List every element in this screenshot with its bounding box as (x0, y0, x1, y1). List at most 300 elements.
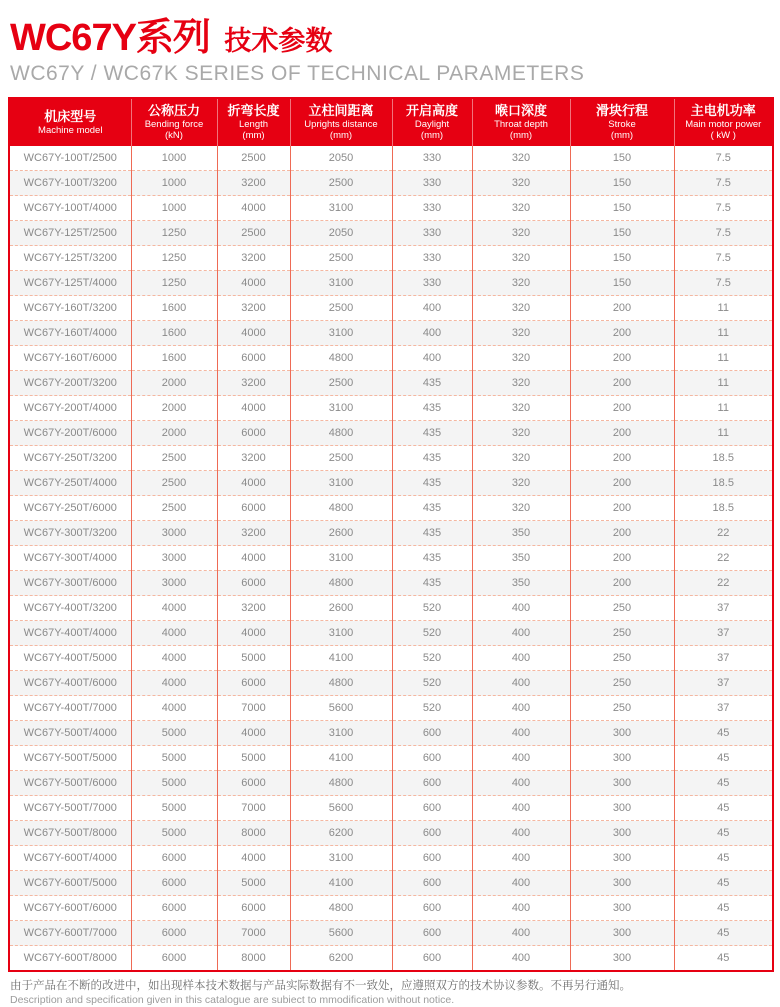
table-row (9, 196, 773, 221)
table-row (9, 771, 773, 796)
column-label-zh: 机床型号 (44, 108, 97, 124)
cell-value: 5000 (131, 771, 217, 796)
cell-model: WC67Y-200T/3200 (9, 371, 131, 396)
cell-value: 11 (674, 371, 773, 396)
cell-model: WC67Y-400T/5000 (9, 646, 131, 671)
cell-value: 320 (472, 246, 570, 271)
cell-value: 400 (392, 321, 472, 346)
table-row (9, 896, 773, 921)
column-header-1 (131, 98, 217, 146)
cell-value: 150 (570, 246, 674, 271)
cell-value: 6200 (290, 946, 392, 972)
cell-value: 6000 (131, 896, 217, 921)
cell-value: 18.5 (674, 471, 773, 496)
cell-value: 400 (392, 346, 472, 371)
cell-value: 1250 (131, 246, 217, 271)
table-row (9, 846, 773, 871)
cell-value: 11 (674, 296, 773, 321)
table-row (9, 421, 773, 446)
cell-value: 200 (570, 571, 674, 596)
cell-value: 330 (392, 246, 472, 271)
cell-value: 200 (570, 471, 674, 496)
table-row (9, 746, 773, 771)
cell-value: 3000 (131, 546, 217, 571)
cell-model: WC67Y-125T/4000 (9, 271, 131, 296)
cell-value: 6000 (131, 946, 217, 972)
cell-value: 1000 (131, 196, 217, 221)
cell-value: 320 (472, 321, 570, 346)
cell-value: 45 (674, 821, 773, 846)
cell-value: 45 (674, 896, 773, 921)
cell-value: 11 (674, 346, 773, 371)
cell-value: 300 (570, 796, 674, 821)
cell-value: 7000 (217, 921, 290, 946)
table-body (9, 146, 773, 971)
cell-value: 7.5 (674, 196, 773, 221)
cell-value: 4000 (217, 546, 290, 571)
cell-value: 3100 (290, 721, 392, 746)
cell-value: 200 (570, 421, 674, 446)
cell-value: 250 (570, 646, 674, 671)
cell-value: 300 (570, 821, 674, 846)
cell-value: 320 (472, 371, 570, 396)
page-title-suffix: 技术参数 (224, 26, 333, 56)
column-unit: (mm) (420, 130, 444, 141)
cell-value: 300 (570, 771, 674, 796)
cell-value: 320 (472, 271, 570, 296)
table-row (9, 921, 773, 946)
table-row (9, 871, 773, 896)
cell-value: 4800 (290, 571, 392, 596)
cell-value: 6000 (217, 496, 290, 521)
cell-value: 320 (472, 496, 570, 521)
cell-value: 22 (674, 571, 773, 596)
cell-value: 300 (570, 946, 674, 972)
cell-value: 400 (472, 771, 570, 796)
table-row (9, 496, 773, 521)
cell-value: 600 (392, 746, 472, 771)
cell-value: 7000 (217, 796, 290, 821)
cell-value: 6000 (217, 771, 290, 796)
cell-value: 2600 (290, 521, 392, 546)
column-unit: (mm) (242, 130, 265, 141)
cell-value: 6000 (217, 571, 290, 596)
cell-value: 1000 (131, 146, 217, 171)
cell-value: 300 (570, 921, 674, 946)
cell-model: WC67Y-400T/7000 (9, 696, 131, 721)
cell-value: 3200 (217, 371, 290, 396)
cell-value: 435 (392, 371, 472, 396)
cell-value: 400 (472, 596, 570, 621)
cell-value: 300 (570, 721, 674, 746)
column-unit: (mm) (610, 130, 634, 141)
cell-value: 7.5 (674, 221, 773, 246)
cell-value: 320 (472, 221, 570, 246)
cell-value: 2000 (131, 396, 217, 421)
cell-value: 400 (392, 296, 472, 321)
cell-value: 3200 (217, 446, 290, 471)
cell-model: WC67Y-300T/3200 (9, 521, 131, 546)
cell-model: WC67Y-400T/3200 (9, 596, 131, 621)
cell-value: 4000 (131, 671, 217, 696)
cell-value: 6000 (217, 671, 290, 696)
cell-value: 4000 (217, 621, 290, 646)
cell-value: 1600 (131, 346, 217, 371)
page-title: WC67Y系列 (10, 17, 210, 59)
cell-value: 18.5 (674, 446, 773, 471)
cell-value: 2050 (290, 221, 392, 246)
cell-value: 6000 (217, 421, 290, 446)
table-row (9, 471, 773, 496)
cell-model: WC67Y-600T/6000 (9, 896, 131, 921)
cell-value: 3100 (290, 396, 392, 421)
cell-value: 7000 (217, 696, 290, 721)
cell-value: 7.5 (674, 146, 773, 171)
cell-value: 400 (472, 671, 570, 696)
table-row (9, 521, 773, 546)
cell-value: 2500 (217, 146, 290, 171)
cell-value: 400 (472, 921, 570, 946)
cell-value: 4000 (217, 321, 290, 346)
cell-value: 600 (392, 921, 472, 946)
cell-value: 150 (570, 146, 674, 171)
disclaimer-zh: 由于产品在不断的改进中，如出现样本技术数据与产品实际数据有不一致处，应遵照双方的技术协议参数。不再另行通知。 (10, 980, 631, 992)
cell-value: 2500 (131, 446, 217, 471)
cell-value: 300 (570, 896, 674, 921)
cell-model: WC67Y-160T/6000 (9, 346, 131, 371)
table-row (9, 696, 773, 721)
column-header-7 (674, 98, 773, 146)
cell-model: WC67Y-100T/4000 (9, 196, 131, 221)
table-header (9, 98, 773, 146)
cell-model: WC67Y-300T/6000 (9, 571, 131, 596)
cell-value: 5000 (217, 746, 290, 771)
cell-value: 4000 (217, 396, 290, 421)
column-label-zh: 喉口深度 (494, 103, 547, 118)
cell-value: 3100 (290, 196, 392, 221)
column-header-3 (290, 98, 392, 146)
table-row (9, 721, 773, 746)
cell-value: 600 (392, 796, 472, 821)
cell-value: 3200 (217, 521, 290, 546)
column-header-2 (217, 98, 290, 146)
cell-value: 2000 (131, 421, 217, 446)
cell-model: WC67Y-300T/4000 (9, 546, 131, 571)
cell-model: WC67Y-500T/8000 (9, 821, 131, 846)
cell-value: 4800 (290, 771, 392, 796)
column-label-zh: 立柱间距离 (308, 103, 374, 118)
cell-value: 4000 (131, 646, 217, 671)
cell-value: 600 (392, 771, 472, 796)
cell-model: WC67Y-100T/2500 (9, 146, 131, 171)
cell-value: 8000 (217, 946, 290, 972)
cell-value: 2500 (131, 471, 217, 496)
cell-model: WC67Y-600T/5000 (9, 871, 131, 896)
cell-value: 3100 (290, 471, 392, 496)
cell-value: 6000 (131, 921, 217, 946)
cell-value: 600 (392, 846, 472, 871)
cell-value: 6000 (217, 346, 290, 371)
cell-value: 4100 (290, 746, 392, 771)
cell-value: 600 (392, 871, 472, 896)
cell-model: WC67Y-250T/6000 (9, 496, 131, 521)
cell-value: 600 (392, 946, 472, 972)
cell-value: 6200 (290, 821, 392, 846)
cell-value: 37 (674, 621, 773, 646)
cell-value: 300 (570, 846, 674, 871)
cell-model: WC67Y-125T/3200 (9, 246, 131, 271)
cell-value: 2500 (290, 371, 392, 396)
column-label-en: Main motor power (685, 119, 762, 130)
cell-value: 4800 (290, 346, 392, 371)
cell-value: 37 (674, 596, 773, 621)
cell-model: WC67Y-125T/2500 (9, 221, 131, 246)
cell-value: 400 (472, 946, 570, 972)
cell-value: 300 (570, 746, 674, 771)
cell-value: 4100 (290, 646, 392, 671)
cell-value: 400 (472, 696, 570, 721)
cell-model: WC67Y-500T/4000 (9, 721, 131, 746)
cell-value: 4000 (131, 696, 217, 721)
cell-value: 2000 (131, 371, 217, 396)
cell-value: 200 (570, 321, 674, 346)
column-label-en: Uprights distance (304, 119, 378, 130)
table-row (9, 346, 773, 371)
cell-value: 330 (392, 271, 472, 296)
column-unit: (mm) (509, 130, 533, 141)
table-row (9, 596, 773, 621)
cell-value: 250 (570, 621, 674, 646)
cell-model: WC67Y-160T/4000 (9, 321, 131, 346)
cell-model: WC67Y-250T/3200 (9, 446, 131, 471)
column-label-en: Daylight (414, 119, 450, 130)
table-row (9, 796, 773, 821)
cell-value: 400 (472, 896, 570, 921)
cell-value: 400 (472, 846, 570, 871)
cell-value: 45 (674, 721, 773, 746)
cell-value: 45 (674, 796, 773, 821)
table-row (9, 571, 773, 596)
cell-value: 250 (570, 596, 674, 621)
cell-value: 1600 (131, 296, 217, 321)
page-footer (10, 979, 772, 1007)
cell-value: 37 (674, 671, 773, 696)
cell-value: 200 (570, 371, 674, 396)
cell-value: 11 (674, 421, 773, 446)
cell-value: 520 (392, 596, 472, 621)
cell-value: 320 (472, 396, 570, 421)
cell-model: WC67Y-250T/4000 (9, 471, 131, 496)
column-label-en: Stroke (608, 119, 636, 130)
cell-value: 200 (570, 346, 674, 371)
cell-value: 1250 (131, 221, 217, 246)
cell-value: 5000 (217, 646, 290, 671)
cell-value: 330 (392, 146, 472, 171)
cell-value: 5600 (290, 796, 392, 821)
column-label-zh: 公称压力 (147, 103, 200, 118)
cell-value: 435 (392, 521, 472, 546)
cell-value: 435 (392, 396, 472, 421)
column-header-5 (472, 98, 570, 146)
cell-value: 7.5 (674, 246, 773, 271)
cell-value: 4800 (290, 496, 392, 521)
cell-value: 435 (392, 546, 472, 571)
cell-value: 2050 (290, 146, 392, 171)
cell-value: 320 (472, 421, 570, 446)
table-row (9, 321, 773, 346)
cell-value: 5000 (131, 821, 217, 846)
cell-value: 37 (674, 646, 773, 671)
cell-value: 435 (392, 446, 472, 471)
table-row (9, 146, 773, 171)
cell-value: 1600 (131, 321, 217, 346)
cell-model: WC67Y-500T/7000 (9, 796, 131, 821)
column-header-0 (9, 98, 131, 146)
cell-value: 6000 (217, 896, 290, 921)
cell-value: 400 (472, 621, 570, 646)
table-row (9, 271, 773, 296)
cell-model: WC67Y-160T/3200 (9, 296, 131, 321)
cell-value: 3200 (217, 596, 290, 621)
cell-value: 45 (674, 946, 773, 972)
table-row (9, 946, 773, 972)
cell-value: 320 (472, 446, 570, 471)
cell-model: WC67Y-600T/8000 (9, 946, 131, 972)
cell-value: 435 (392, 496, 472, 521)
cell-value: 11 (674, 396, 773, 421)
cell-value: 18.5 (674, 496, 773, 521)
cell-value: 400 (472, 721, 570, 746)
cell-value: 600 (392, 821, 472, 846)
cell-value: 2500 (217, 221, 290, 246)
cell-value: 3200 (217, 296, 290, 321)
cell-value: 1000 (131, 171, 217, 196)
cell-value: 150 (570, 221, 674, 246)
page-header (10, 6, 772, 61)
cell-value: 200 (570, 296, 674, 321)
cell-value: 4000 (217, 721, 290, 746)
parameters-table (8, 97, 774, 972)
cell-value: 250 (570, 696, 674, 721)
cell-value: 150 (570, 171, 674, 196)
cell-value: 7.5 (674, 271, 773, 296)
cell-value: 4000 (217, 846, 290, 871)
cell-value: 4800 (290, 896, 392, 921)
cell-value: 22 (674, 546, 773, 571)
cell-value: 45 (674, 771, 773, 796)
cell-value: 520 (392, 671, 472, 696)
cell-value: 2500 (290, 246, 392, 271)
cell-model: WC67Y-600T/4000 (9, 846, 131, 871)
cell-value: 200 (570, 546, 674, 571)
cell-value: 3100 (290, 271, 392, 296)
table-row (9, 296, 773, 321)
cell-value: 11 (674, 321, 773, 346)
table-row (9, 646, 773, 671)
cell-value: 600 (392, 721, 472, 746)
column-unit: ( kW ) (710, 130, 736, 141)
cell-value: 3100 (290, 321, 392, 346)
cell-value: 400 (472, 746, 570, 771)
column-unit: (kN) (165, 130, 183, 141)
cell-value: 320 (472, 346, 570, 371)
cell-model: WC67Y-200T/4000 (9, 396, 131, 421)
cell-value: 350 (472, 546, 570, 571)
cell-value: 2500 (290, 446, 392, 471)
cell-value: 4000 (217, 471, 290, 496)
cell-value: 320 (472, 471, 570, 496)
cell-value: 5000 (131, 721, 217, 746)
cell-value: 200 (570, 446, 674, 471)
column-label-zh: 主电机功率 (690, 103, 756, 118)
cell-value: 350 (472, 521, 570, 546)
cell-value: 400 (472, 796, 570, 821)
cell-value: 520 (392, 621, 472, 646)
table-row (9, 171, 773, 196)
column-label-en: Machine model (38, 124, 103, 136)
cell-value: 350 (472, 571, 570, 596)
header-row (9, 98, 773, 146)
column-label-zh: 滑块行程 (595, 103, 648, 118)
cell-value: 37 (674, 696, 773, 721)
cell-value: 3100 (290, 846, 392, 871)
column-label-en: Bending force (144, 119, 204, 130)
cell-value: 4800 (290, 421, 392, 446)
cell-value: 520 (392, 646, 472, 671)
cell-value: 2600 (290, 596, 392, 621)
cell-value: 4000 (217, 196, 290, 221)
cell-value: 45 (674, 921, 773, 946)
cell-value: 520 (392, 696, 472, 721)
cell-value: 150 (570, 271, 674, 296)
cell-value: 6000 (131, 846, 217, 871)
table-row (9, 821, 773, 846)
column-label-zh: 开启高度 (405, 103, 458, 118)
column-header-6 (570, 98, 674, 146)
table-row (9, 221, 773, 246)
cell-value: 435 (392, 421, 472, 446)
cell-value: 4000 (131, 596, 217, 621)
cell-model: WC67Y-100T/3200 (9, 171, 131, 196)
cell-value: 4000 (217, 271, 290, 296)
cell-value: 2500 (290, 171, 392, 196)
cell-value: 330 (392, 171, 472, 196)
table-row (9, 671, 773, 696)
cell-value: 3100 (290, 621, 392, 646)
cell-value: 2500 (290, 296, 392, 321)
cell-value: 320 (472, 146, 570, 171)
table-row (9, 446, 773, 471)
cell-value: 6000 (131, 871, 217, 896)
cell-value: 330 (392, 196, 472, 221)
cell-value: 200 (570, 496, 674, 521)
cell-value: 7.5 (674, 171, 773, 196)
cell-value: 3200 (217, 171, 290, 196)
cell-value: 330 (392, 221, 472, 246)
cell-value: 400 (472, 821, 570, 846)
column-label-zh: 折弯长度 (227, 103, 280, 118)
cell-value: 4000 (131, 621, 217, 646)
cell-value: 5000 (217, 871, 290, 896)
cell-model: WC67Y-400T/6000 (9, 671, 131, 696)
cell-value: 8000 (217, 821, 290, 846)
cell-value: 320 (472, 196, 570, 221)
cell-value: 600 (392, 896, 472, 921)
page-subtitle: WC67Y / WC67K SERIES OF TECHNICAL PARAMETERS (10, 62, 585, 85)
cell-value: 5600 (290, 921, 392, 946)
cell-value: 45 (674, 746, 773, 771)
cell-model: WC67Y-500T/6000 (9, 771, 131, 796)
